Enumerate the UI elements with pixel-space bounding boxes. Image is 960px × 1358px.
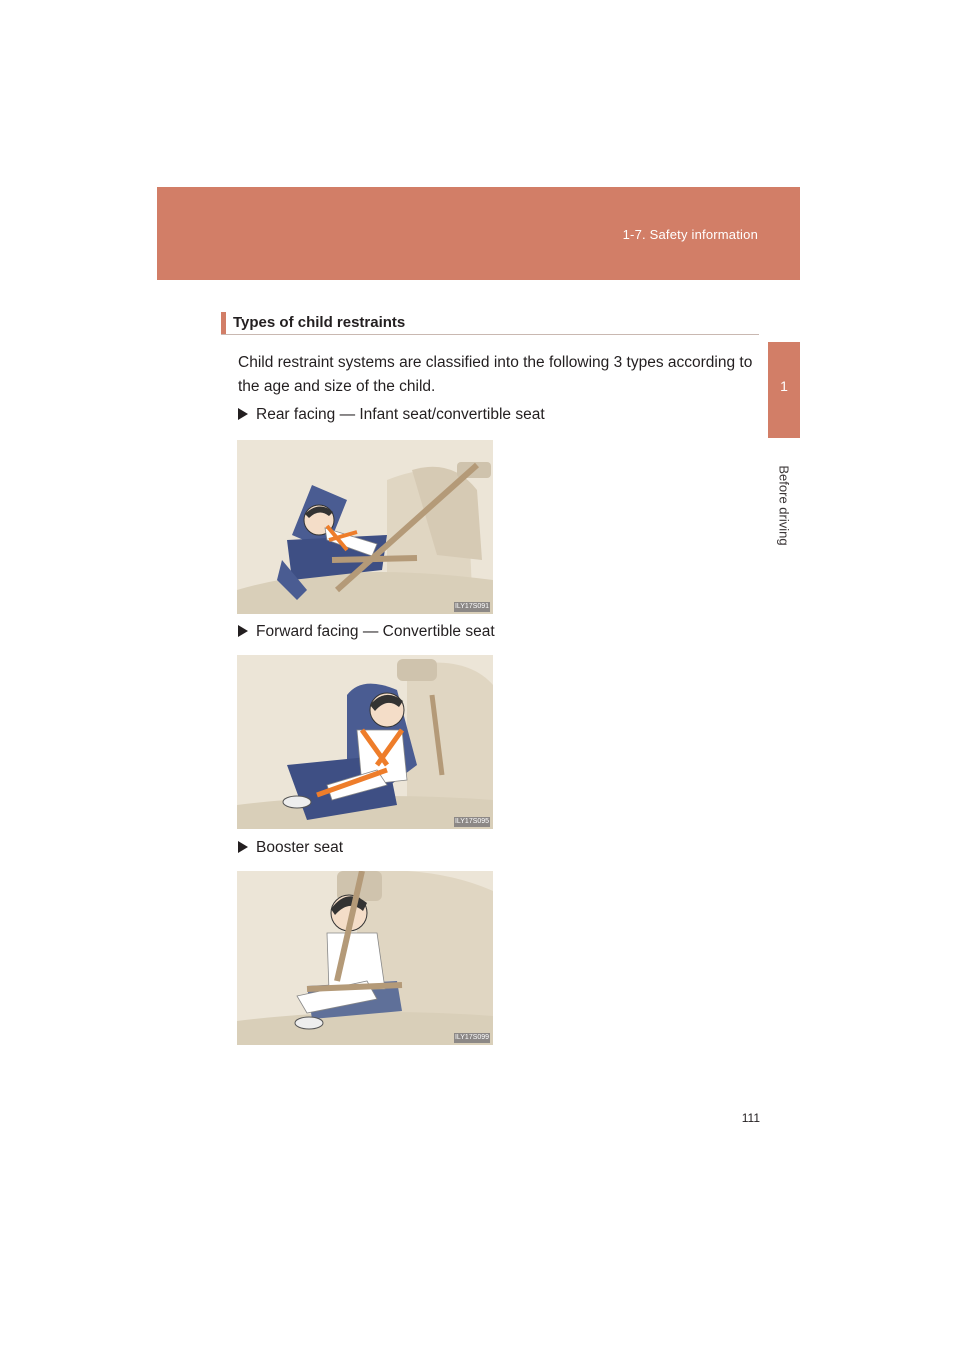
chapter-number: 1 bbox=[780, 378, 788, 394]
chapter-tab bbox=[768, 342, 800, 438]
page-number: 111 bbox=[741, 1111, 760, 1125]
figure-rear-facing bbox=[237, 440, 493, 614]
intro-paragraph: Child restraint systems are classified into the following 3 types according to the age and size of the child. bbox=[238, 354, 753, 395]
section-heading bbox=[221, 312, 759, 335]
bullet-triangle-icon bbox=[238, 841, 248, 853]
bullet-label: Booster seat bbox=[256, 839, 344, 856]
bullet-label: Forward facing — Convertible seat bbox=[256, 623, 495, 640]
figure-booster-seat bbox=[237, 871, 493, 1045]
section-title: Types of child restraints bbox=[233, 314, 406, 331]
bullet-rear-facing bbox=[238, 406, 545, 424]
chapter-label-text: Before driving bbox=[776, 465, 792, 546]
bullet-triangle-icon bbox=[238, 408, 248, 420]
section-heading-bar bbox=[221, 312, 226, 334]
bullet-triangle-icon bbox=[238, 625, 248, 637]
bullet-label: Rear facing — Infant seat/convertible seat bbox=[256, 406, 545, 423]
figure-forward-facing bbox=[237, 655, 493, 829]
figure-code: ILY17S099 bbox=[454, 1034, 490, 1041]
booster-seat-illustration bbox=[237, 871, 493, 1045]
bullet-forward-facing bbox=[238, 623, 495, 641]
rear-facing-illustration bbox=[237, 440, 493, 614]
header-band bbox=[157, 187, 800, 280]
header-section-title: 1-7. Safety information bbox=[622, 227, 758, 242]
chapter-label bbox=[770, 450, 798, 546]
bullet-booster-seat bbox=[238, 839, 343, 857]
figure-code: ILY17S095 bbox=[454, 818, 490, 825]
forward-facing-illustration bbox=[237, 655, 493, 829]
figure-code: ILY17S091 bbox=[454, 603, 490, 610]
